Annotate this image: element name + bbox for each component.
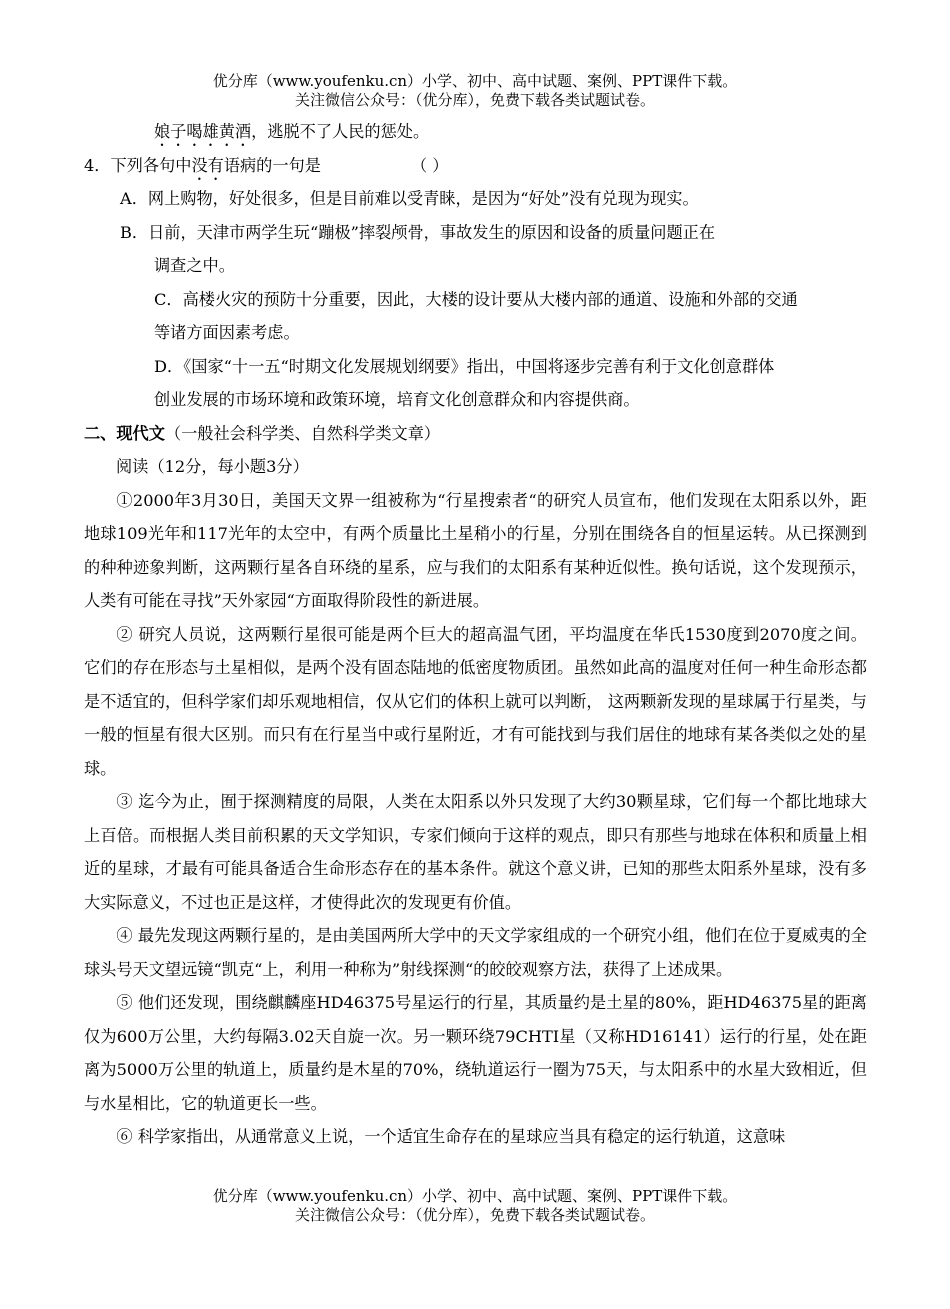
dotted-word: 没有 [191,155,224,175]
dotted-phrase: 娘子喝雄黄酒 [154,122,252,141]
answer-bracket: （ ） [410,155,449,175]
passage-paragraph-1: ①2000年3月30日，美国天文界一组被称为“行星搜索者“的研究人员宣布，他们发现在太阳系以外，距地球109光年和117光年的太空中，有两个质量比土星稍小的行星，分别在围绕各自的恒星运转。从已探测到的种种迹象判断，这两颗行星各自环绕的星系，应与我们的太阳系有某种近似性。换句话说，这个发现预示，人类有可能在寻找”天外家园“方面取得阶段性的新进展。 [84,490,867,610]
option-c-continued: 等诸方面因素考虑。 [154,323,300,342]
header-line-2: 关注微信公众号：（优分库），免费下载各类试题试卷。 [294,91,655,109]
passage-paragraph-5: ⑤ 他们还发现，围绕麒麟座HD46375号星运行的行星，其质量约是土星的80%，距HD46375星的距离仅为600万公里，大约每隔3.02天自旋一次。另一颗环绕79CHTI星（又称HD16141）运行的行星，处在距离为5000万公里的轨道上，质量约是木星的70%，绕轨道运行一圈为75天，与太阳系中的水星大致相近，但与水星相比，它的轨道更长一些。 [84,993,867,1113]
option-b-continued: 调查之中。 [154,256,235,275]
option-d-continued: 创业发展的市场环境和政策环境，培育文化创意群众和内容提供商。 [154,390,640,409]
option-d: D．《国家“十一五“时期文化发展规划纲要》指出，中国将逐步完善有利于文化创意群体 [154,356,775,376]
reading-note: 阅读（12分，每小题3分） [116,457,309,476]
option-b: B．日前，天津市两学生玩“蹦极”摔裂颅骨，事故发生的原因和设备的质量问题正在 [120,222,716,242]
question-4-stem: 4．下列各句中没有语病的一句是 （ ） [84,149,867,183]
footer-line-1: 优分库（www.youfenku.cn）小学、初中、高中试题、案例、PPT课件下载。 [212,1187,738,1205]
passage-paragraph-4: ④ 最先发现这两颗行星的，是由美国两所大学中的天文学家组成的一个研究小组，他们在位于夏威夷的全球头号天文望远镜“凯克“上，利用一种称为”射线探测“的皎皎观察方法，获得了上述成果。 [84,926,867,979]
passage-paragraph-3: ③ 迄今为止，囿于探测精度的局限，人类在太阳系以外只发现了大约30颗星球，它们每一个都比地球大上百倍。而根据人类目前积累的天文学知识，专家们倾向于这样的观点，即只有那些与地球在体积和质量上相近的星球，才最有可能具备适合生命形态存在的基本条件。就这个意义讲，已知的那些太阳系外星球，没有多大实际意义，不过也正是这样，才使得此次的发现更有价值。 [84,792,867,912]
footer-line-2: 关注微信公众号：（优分库），免费下载各类试题试卷。 [294,1206,655,1224]
section-2-title: 二、现代文（一般社会科学类、自然科学类文章） [84,423,441,443]
page-header [0,72,950,110]
option-c: C．高楼火灾的预防十分重要，因此，大楼的设计要从大楼内部的通道、设施和外部的交通 [154,289,798,309]
page-content [84,115,867,1154]
page-footer [0,1187,950,1225]
prev-question-tail: 娘子喝雄黄酒，逃脱不了人民的惩处。 [154,122,430,141]
header-line-1: 优分库（www.youfenku.cn）小学、初中、高中试题、案例、PPT课件下载。 [212,72,738,90]
passage-paragraph-6: ⑥ 科学家指出，从通常意义上说，一个适宜生命存在的星球应当具有稳定的运行轨道，这意味 [116,1127,786,1146]
passage-paragraph-2: ② 研究人员说，这两颗行星很可能是两个巨大的超高温气团，平均温度在华氏1530度到2070度之间。它们的存在形态与土星相似，是两个没有固态陆地的低密度物质团。虽然如此高的温度对任何一种生命形态都是不适宜的，但科学家们却乐观地相信，仅从它们的体积上就可以判断， 这两颗新发现的星球属于行星类，与一般的恒星有很大区别。而只有在行星当中或行星附近，才有可能找到与我们居住的地球有某各类似之处的星球。 [84,624,867,778]
option-a: A．网上购物，好处很多，但是目前难以受青睐，是因为“好处”没有兑现为现实。 [120,189,699,208]
